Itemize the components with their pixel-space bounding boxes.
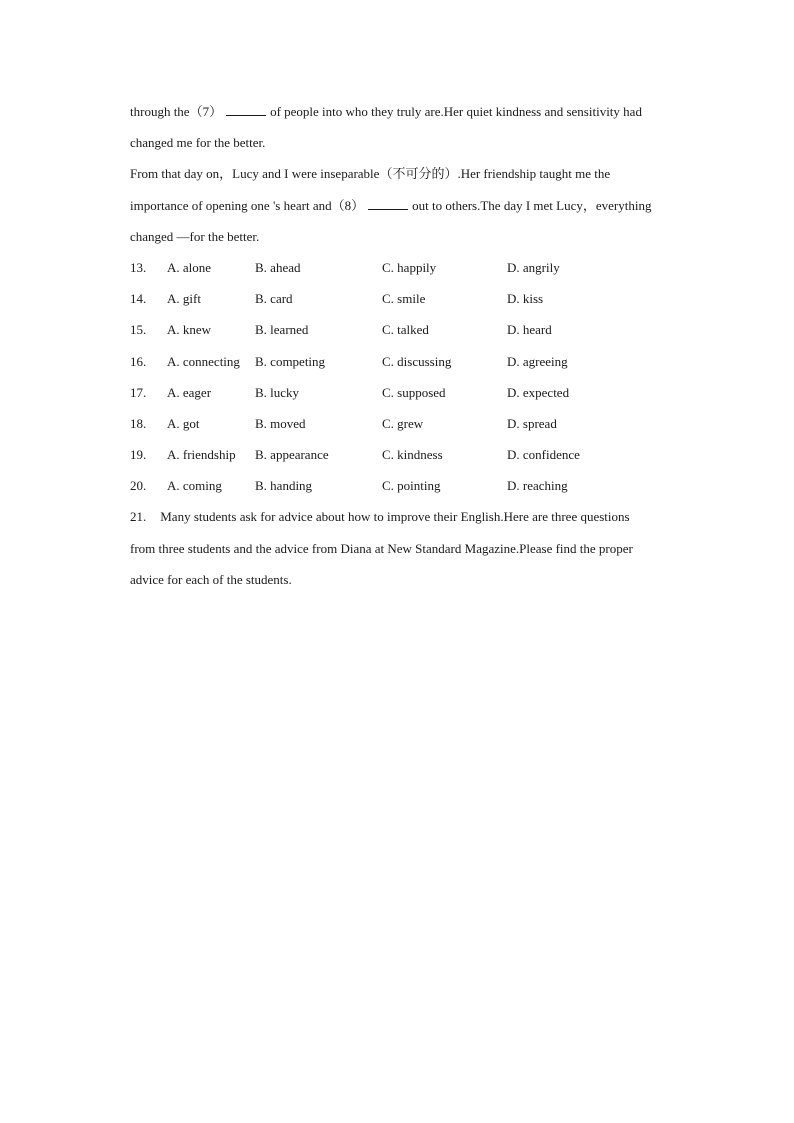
question-number: 17. <box>130 384 147 400</box>
passage-line: From that day on，Lucy and I were inseparable（不可分的）.Her friendship taught me the <box>130 166 611 182</box>
option-d: D. confidence <box>507 447 580 463</box>
question-13 <box>130 257 695 288</box>
option-a: A. knew <box>167 322 212 338</box>
option-c: C. grew <box>382 415 424 431</box>
passage-text: importance of opening one 's heart and（8） <box>130 197 365 213</box>
option-b: B. competing <box>255 353 326 369</box>
passage-line <box>130 101 695 132</box>
passage-text: through the（7） <box>130 104 223 119</box>
question-number: 20. <box>130 478 147 494</box>
option-c: C. kindness <box>382 447 443 463</box>
option-a: A. eager <box>167 384 212 400</box>
option-d: D. kiss <box>507 291 544 307</box>
option-d: D. heard <box>507 322 552 338</box>
option-b: B. card <box>255 291 293 307</box>
question-number: 19. <box>130 447 147 463</box>
question-14 <box>130 288 695 319</box>
option-b: B. appearance <box>255 447 329 463</box>
blank-8 <box>368 198 408 210</box>
question-15 <box>130 319 695 350</box>
option-c: C. supposed <box>382 384 446 400</box>
option-d: D. angrily <box>507 259 560 275</box>
option-d: D. agreeing <box>507 353 568 369</box>
option-b: B. handing <box>255 478 313 494</box>
option-c: C. smile <box>382 291 426 307</box>
question-number: 18. <box>130 415 147 431</box>
question-number: 15. <box>130 322 147 338</box>
option-a: A. friendship <box>167 447 236 463</box>
document-content <box>130 101 695 600</box>
option-d: D. reaching <box>507 478 568 494</box>
passage-line <box>130 195 695 226</box>
question-16 <box>130 351 695 382</box>
option-c: C. discussing <box>382 353 452 369</box>
option-a: A. got <box>167 415 200 431</box>
option-a: A. alone <box>167 259 212 275</box>
question-19 <box>130 444 695 475</box>
passage-line: changed me for the better. <box>130 135 266 151</box>
option-b: B. lucky <box>255 384 300 400</box>
option-c: C. pointing <box>382 478 441 494</box>
blank-7 <box>226 104 266 116</box>
option-c: C. talked <box>382 322 429 338</box>
option-b: B. learned <box>255 322 309 338</box>
question-18 <box>130 413 695 444</box>
passage-text: of people into who they truly are.Her quiet kindness and sensitivity had <box>270 104 642 119</box>
option-d: D. expected <box>507 384 570 400</box>
question-text-line: from three students and the advice from Diana at New Standard Magazine.Please find the proper <box>130 540 633 556</box>
question-number: 21. <box>130 509 147 525</box>
option-b: B. moved <box>255 415 306 431</box>
question-text: Many students ask for advice about how to improve their English.Here are three questions <box>160 509 630 525</box>
question-17 <box>130 382 695 413</box>
question-text-line: advice for each of the students. <box>130 571 292 587</box>
passage-line: changed —for the better. <box>130 228 260 244</box>
option-a: A. coming <box>167 478 222 494</box>
option-a: A. connecting <box>167 353 240 369</box>
question-list <box>130 257 695 507</box>
question-number: 14. <box>130 291 147 307</box>
question-20 <box>130 475 695 506</box>
question-number: 13. <box>130 259 147 275</box>
option-b: B. ahead <box>255 259 301 275</box>
passage-text: out to others.The day I met Lucy，everything <box>412 197 652 213</box>
question-number: 16. <box>130 353 147 369</box>
question-21 <box>130 506 695 537</box>
option-c: C. happily <box>382 259 437 275</box>
option-d: D. spread <box>507 415 557 431</box>
option-a: A. gift <box>167 291 201 307</box>
